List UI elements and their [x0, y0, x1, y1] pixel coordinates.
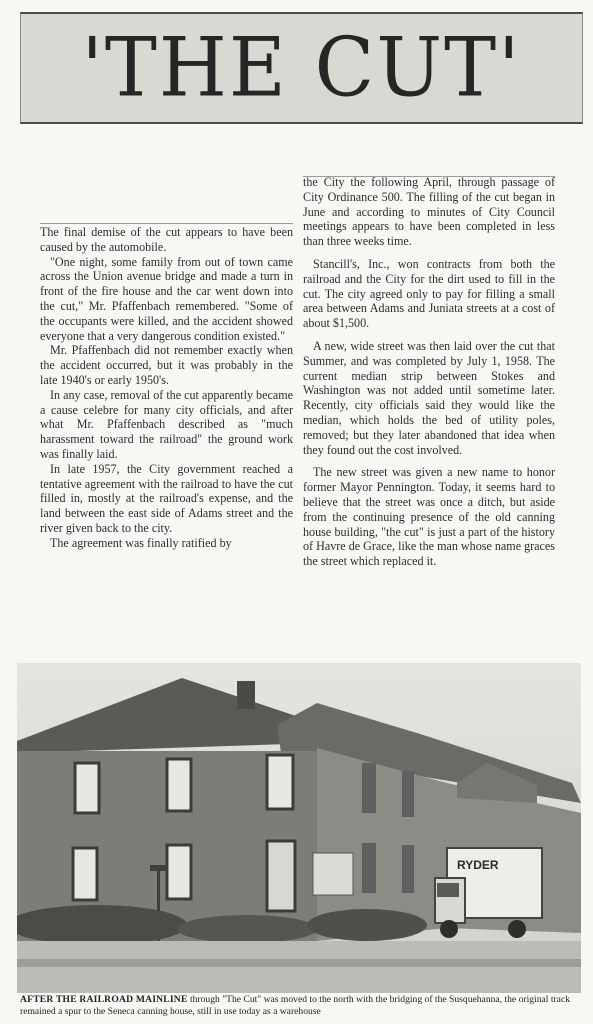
paragraph: In any case, removal of the cut apparently became a cause celebre for many city officials, and after what Mr. Pfaffenbach described as "much harassment toward the railroad" the ground work was finally laid. [40, 387, 293, 461]
paragraph: Mr. Pfaffenbach did not remember exactly when the accident occurred, but it was probably in the late 1940's or early 1950's. [40, 343, 293, 387]
headline: 'THE CUT' [81, 20, 522, 116]
paragraph: Stancill's, Inc., won contracts from both the railroad and the City for the dirt used to fill in the cut. The city agreed only to pay for filling a small area between Adams and Juniata streets at a cost of about $1,500. [303, 256, 555, 331]
paragraph: The new street was given a new name to honor former Mayor Pennington. Today, it seems hard to believe that the street was once a ditch, but aside from the continuing presence of the old canning house building, "the cut" is just a part of the history of Havre de Grace, like the man whose name graces the street which replaced it. [303, 465, 555, 569]
paragraph: The final demise of the cut appears to have been caused by the automobile. [40, 225, 293, 254]
headline-banner [20, 12, 583, 124]
column-rule-left [40, 223, 293, 224]
paragraph: In late 1957, the City government reached a tentative agreement with the railroad to have the cut filled in, mostly at the railroad's expense, and the land between the east side of Adams street and the river given back to the city. [40, 461, 293, 535]
canning-house-photo [17, 663, 581, 993]
caption-text: through "The Cut" was moved to the north with the bridging of the Susquehanna, the original track remained a spur to the Seneca canning house, still in use today as a warehouse [20, 994, 570, 1017]
article-column-right [303, 175, 555, 569]
photo-illustration [17, 663, 581, 993]
paragraph: A new, wide street was then laid over the cut that Summer, and was completed by July 1, 1958. The current median strip between Stokes and Washington was not added until sometime later. Recently, city officials said they would like the median, which holds the bed of utility poles, removed; but they later abandoned that idea when they found out the cost involved. [303, 338, 555, 457]
paragraph: the City the following April, through passage of City Ordinance 500. The filling of the cut began in June and according to minutes of City Council meetings appears to have been completed in less than three weeks time. [303, 175, 555, 249]
truck-sign: RYDER [457, 858, 499, 872]
paragraph: The agreement was finally ratified by [50, 535, 232, 550]
photo-caption [20, 994, 580, 1017]
caption-lead: AFTER THE RAILROAD MAINLINE [20, 994, 188, 1005]
article-column-left [40, 225, 293, 551]
paragraph: "One night, some family from out of town came across the Union avenue bridge and made a turn in front of the fire house and the car went down into the cut," Mr. Pfaffenbach remembered. "Some of the occupants were killed, and the accident showed everyone that a very dangerous condition existed." [40, 254, 293, 343]
